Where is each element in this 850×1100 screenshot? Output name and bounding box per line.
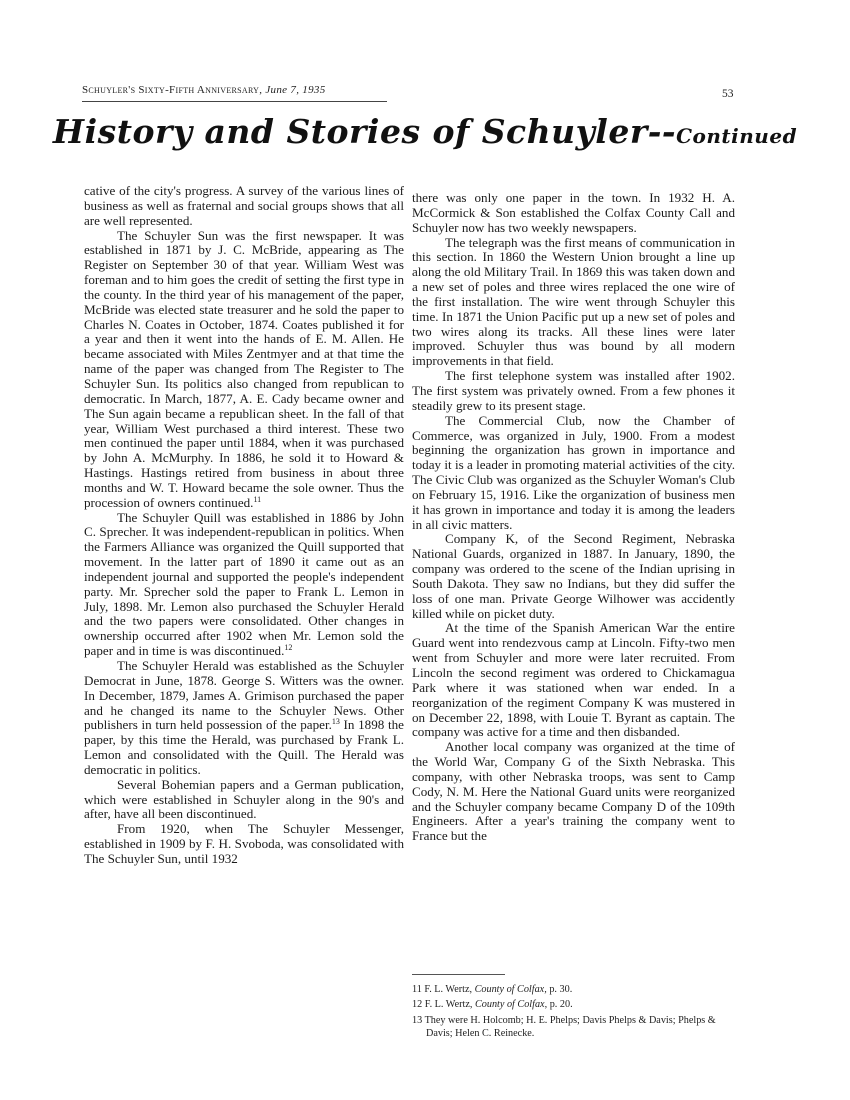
page-title-suffix: Continued [676, 124, 798, 148]
paragraph-text: The Schuyler Sun was the first newspaper. It was established in 1871 by J. C. McBride, appearing as The Register on September 30 of that year. William West was foreman and to him goes the credit of setting the first type in the county. In the third year of his management of the paper, McBride was elected state treasurer and he sold the paper to Charles N. Coates in October, 1874. Coates published it for a year and then it went into the hands of E. M. Allen. He became associated with Miles Zentmyer and at that time the name of the paper was changed from The Register to The Schuyler Sun. Its politics also changed from republican to democratic. In March, 1877, A. E. Cady became owner and The Sun again became a republican sheet. In the fall of that year, William West purchased a third interest. These two men continued the paper until 1884, when it was purchased by John A. McMurphy. In 1886, he sold it to Howard & Hastings. Hastings retired from business in about three months and W. T. Howard became the sole owner. Thus the procession of owners continued. [84, 227, 404, 510]
paragraph: Several Bohemian papers and a German publication, which were established in Schuyler along in the 90's and after, have all been discontinued. [84, 776, 404, 822]
right-column [412, 191, 735, 844]
footnote-page: p. 20. [549, 999, 573, 1011]
footnote-ref: 11 [253, 494, 262, 504]
paragraph: there was only one paper in the town. In 1932 H. A. McCormick & Son established the Colfax County Call and Schuyler now has two weekly newspapers. [412, 190, 735, 235]
footnote-number: 12 [412, 999, 423, 1011]
running-head-date: June 7, 1935 [265, 84, 326, 96]
running-head [82, 84, 326, 96]
page-number: 53 [722, 88, 734, 100]
footnote-number: 13 [412, 1014, 423, 1026]
footnotes [412, 983, 734, 1042]
paragraph [84, 229, 404, 511]
footnote-ref: 13 [331, 717, 340, 727]
footnote [412, 998, 734, 1011]
footnote-source: County of Colfax, [474, 984, 547, 995]
paragraph-text: In 1898 the paper, by this time the Herald, was purchased by Frank L. Lemon and consolidated with the Quill. The Herald was democratic in politics. [84, 717, 404, 777]
footnote-number: 11 [412, 984, 422, 995]
paragraph-text: The Schuyler Herald was established as the Schuyler Democrat in June, 1878. George S. Witters was the owner. In December, 1879, James A. Grimison purchased the paper and he changed its name to the Schuyler News. Other publishers in turn held possession of the paper. [84, 658, 404, 733]
footnote [412, 1014, 734, 1041]
paragraph: Company K, of the Second Regiment, Nebraska National Guards, organized in 1887. In January, 1890, the company was ordered to the scene of the Indian uprising in South Dakota. They saw no Indians, but they did suffer the loss of one man. Private George Wilhower was accidently killed while on picket duty. [412, 531, 735, 621]
paragraph: The telegraph was the first means of communication in this section. In 1860 the Western Union brought a line up along the old Military Trail. In 1869 this was taken down and a new set of poles and three wires replaced the one wire of the first installation. The wire went through Schuyler this time. In 1871 the Union Pacific put up a new set of poles and two wires along its tracks. All these lines were later improved. Schuyler thus was bound by all modern improvements in that field. [412, 234, 735, 369]
paragraph: The Commercial Club, now the Chamber of Commerce, was organized in July, 1900. From a modest beginning the organization has grown in importance and today it is a leader in promoting material activities of the city. The Civic Club was organized as the Schuyler Woman's Club on February 15, 1916. Like the organization of business men it has grown in importance and today it is among the leaders in all civic matters. [412, 412, 735, 532]
footnote-text: They were H. Holcomb; H. E. Phelps; Davis Phelps & Davis; Phelps & Davis; Helen C. Reinecke. [424, 1014, 716, 1039]
paragraph-text: The Schuyler Quill was established in 1886 by John C. Sprecher. It was independent-republican in politics. When the Farmers Alliance was organized the Quill supported that movement. In the latter part of 1890 it came out as an independent journal and supported the people's independent party. Mr. Sprecher sold the paper to Frank L. Lemon in July, 1898. Mr. Lemon also purchased the Schuyler Herald and the two papers were consolidated. Other changes in ownership occurred after 1902 when Mr. Lemon sold the paper and in time is was discontinued. [84, 509, 404, 659]
page-title [0, 112, 850, 151]
paragraph: From 1920, when The Schuyler Messenger, established in 1909 by F. H. Svoboda, was consolidated with The Schuyler Sun, until 1932 [84, 821, 404, 866]
paragraph [84, 511, 404, 659]
footnote-ref: 12 [284, 643, 293, 653]
paragraph: cative of the city's progress. A survey of the various lines of business as well as fraternal and social groups shows that all are well represented. [84, 183, 404, 228]
paragraph: At the time of the Spanish American War the entire Guard went into rendezvous camp at Lincoln. Fifty-two men went from Schuyler and more were later recruited. From Lincoln the second regiment was ordered to Chickamagua Park where it was stationed when war ended. In a reorganization of the regiment Company K was mustered in on December 22, 1898, with Louie T. Byrant as captain. The company was active for a time and then disbanded. [412, 620, 735, 740]
running-head-title: Schuyler's Sixty-Fifth Anniversary, [82, 84, 263, 96]
footnote-page: p. 30. [549, 984, 573, 995]
footnote-author: F. L. Wertz, [424, 984, 473, 995]
paragraph [84, 659, 404, 778]
running-head-rule [82, 101, 387, 102]
footnote-rule [412, 974, 505, 975]
left-column [84, 184, 404, 867]
page-title-main: History and Stories of Schuyler-- [52, 112, 677, 151]
footnote-source: County of Colfax, [474, 999, 548, 1011]
footnote-author: F. L. Wertz, [424, 999, 473, 1011]
footnote [412, 983, 734, 996]
paragraph: The first telephone system was installed after 1902. The first system was privately owned. From a few phones it steadily grew to its present stage. [412, 368, 735, 413]
paragraph: Another local company was organized at the time of the World War, Company G of the Sixth Nebraska. This company, with other Nebraska troops, was sent to Camp Cody, N. M. Here the National Guard units were reorganized and the Schuyler company became Company D of the 109th Engineers. After a year's training the company went to France but the [412, 739, 735, 844]
